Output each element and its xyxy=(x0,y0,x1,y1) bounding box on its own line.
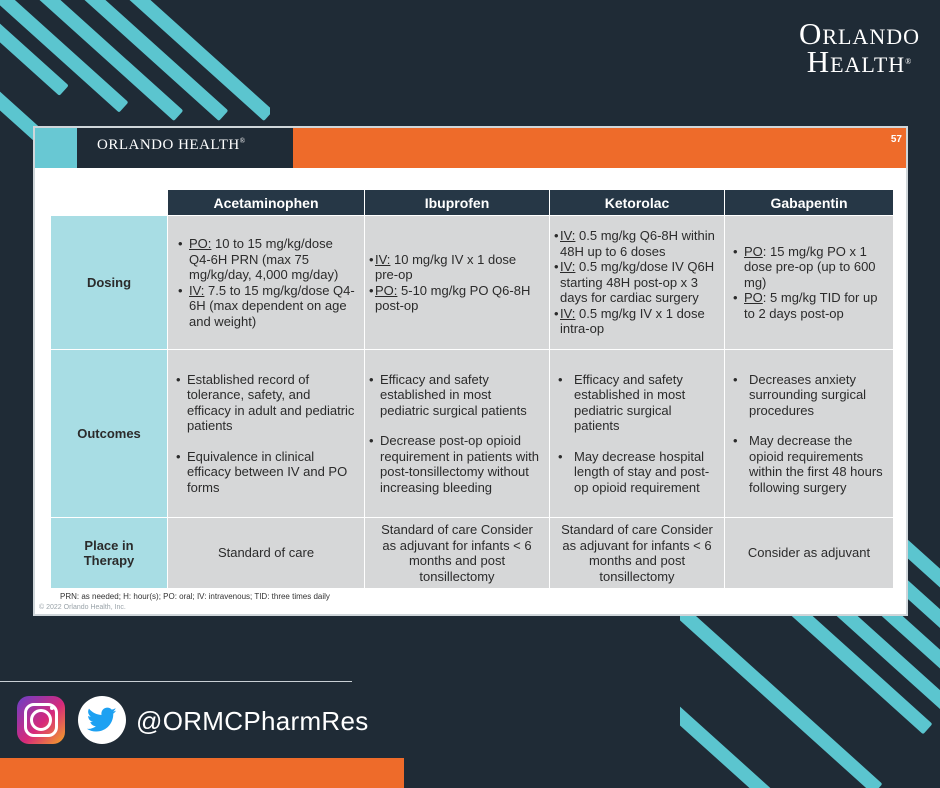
cell-outcomes-ketorolac: • Efficacy and safety established in most pediatric surgical patients • May decrease hospital length of stay and post-op opioid requirement xyxy=(550,350,725,518)
table-row-place-in-therapy xyxy=(51,518,894,589)
logo-line1: Orlando xyxy=(798,16,920,51)
cell-therapy-ketorolac: Standard of care Consider as adjuvant for infants < 6 months and post tonsillectomy xyxy=(550,518,725,589)
orlando-health-logo xyxy=(798,16,920,79)
slide-logo: ORLANDO HEALTH® xyxy=(97,137,246,153)
cell-outcomes-acetaminophen: • Established record of tolerance, safety, and efficacy in adult and pediatric patients • Equivalence in clinical efficacy between IV and PO forms xyxy=(168,350,365,518)
decorative-stripes-top-left xyxy=(0,0,270,140)
twitter-icon[interactable] xyxy=(78,696,126,744)
table-row-outcomes xyxy=(51,350,894,518)
divider-line xyxy=(0,681,352,682)
slide-number: 57 xyxy=(890,134,902,145)
column-header-gabapentin: Gabapentin xyxy=(725,190,894,216)
cell-dosing-acetaminophen: • PO: 10 to 15 mg/kg/dose Q4-6H PRN (max 75 mg/kg/day, 4,000 mg/day) • IV: 7.5 to 15 mg/kg/dose Q4-6H (max dependent on age and weight) xyxy=(168,216,365,350)
row-label-dosing: Dosing xyxy=(51,216,168,350)
cell-dosing-gabapentin: • PO: 15 mg/kg PO x 1 dose pre-op (up to 600 mg) • PO: 5 mg/kg TID for up to 2 days post-op xyxy=(725,216,894,350)
table-header-row xyxy=(51,190,894,216)
cell-outcomes-gabapentin: • Decreases anxiety surrounding surgical procedures • May decrease the opioid requirements within the first 48 hours following surgery xyxy=(725,350,894,518)
row-label-place-in-therapy: Place in Therapy xyxy=(51,518,168,589)
instagram-icon[interactable] xyxy=(17,696,65,744)
cell-dosing-ibuprofen: • IV: 10 mg/kg IV x 1 dose pre-op • PO: 5-10 mg/kg PO Q6-8H post-op xyxy=(365,216,550,350)
copyright-notice: © 2022 Orlando Health, Inc. xyxy=(39,604,126,611)
orange-footer-bar xyxy=(0,758,404,788)
cell-therapy-acetaminophen: Standard of care xyxy=(168,518,365,589)
social-handle: @ORMCPharmRes xyxy=(136,706,369,736)
column-header-ketorolac: Ketorolac xyxy=(550,190,725,216)
column-header-acetaminophen: Acetaminophen xyxy=(168,190,365,216)
analgesic-comparison-table xyxy=(50,189,894,589)
logo-line2: Health xyxy=(806,44,906,79)
row-label-outcomes: Outcomes xyxy=(51,350,168,518)
table-row-dosing xyxy=(51,216,894,350)
column-header-ibuprofen: Ibuprofen xyxy=(365,190,550,216)
cell-therapy-gabapentin: Consider as adjuvant xyxy=(725,518,894,589)
abbreviations-footnote: PRN: as needed; H: hour(s); PO: oral; IV: intravenous; TID: three times daily xyxy=(60,592,330,601)
cell-therapy-ibuprofen: Standard of care Consider as adjuvant for infants < 6 months and post tonsillectomy xyxy=(365,518,550,589)
presentation-slide xyxy=(33,126,908,616)
header-blank xyxy=(51,190,168,216)
logo-reg-mark: ® xyxy=(905,57,913,66)
cell-outcomes-ibuprofen: • Efficacy and safety established in most pediatric surgical patients • Decrease post-op opioid requirement in patients with post-tonsillectomy without increasing bleeding xyxy=(365,350,550,518)
slide-header xyxy=(35,128,906,168)
cell-dosing-ketorolac: • IV: 0.5 mg/kg Q6-8H within 48H up to 6 doses • IV: 0.5 mg/kg/dose IV Q6H starting 48H post-op x 3 days for cardiac surgery • IV: 0.5 mg/kg IV x 1 dose intra-op xyxy=(550,216,725,350)
